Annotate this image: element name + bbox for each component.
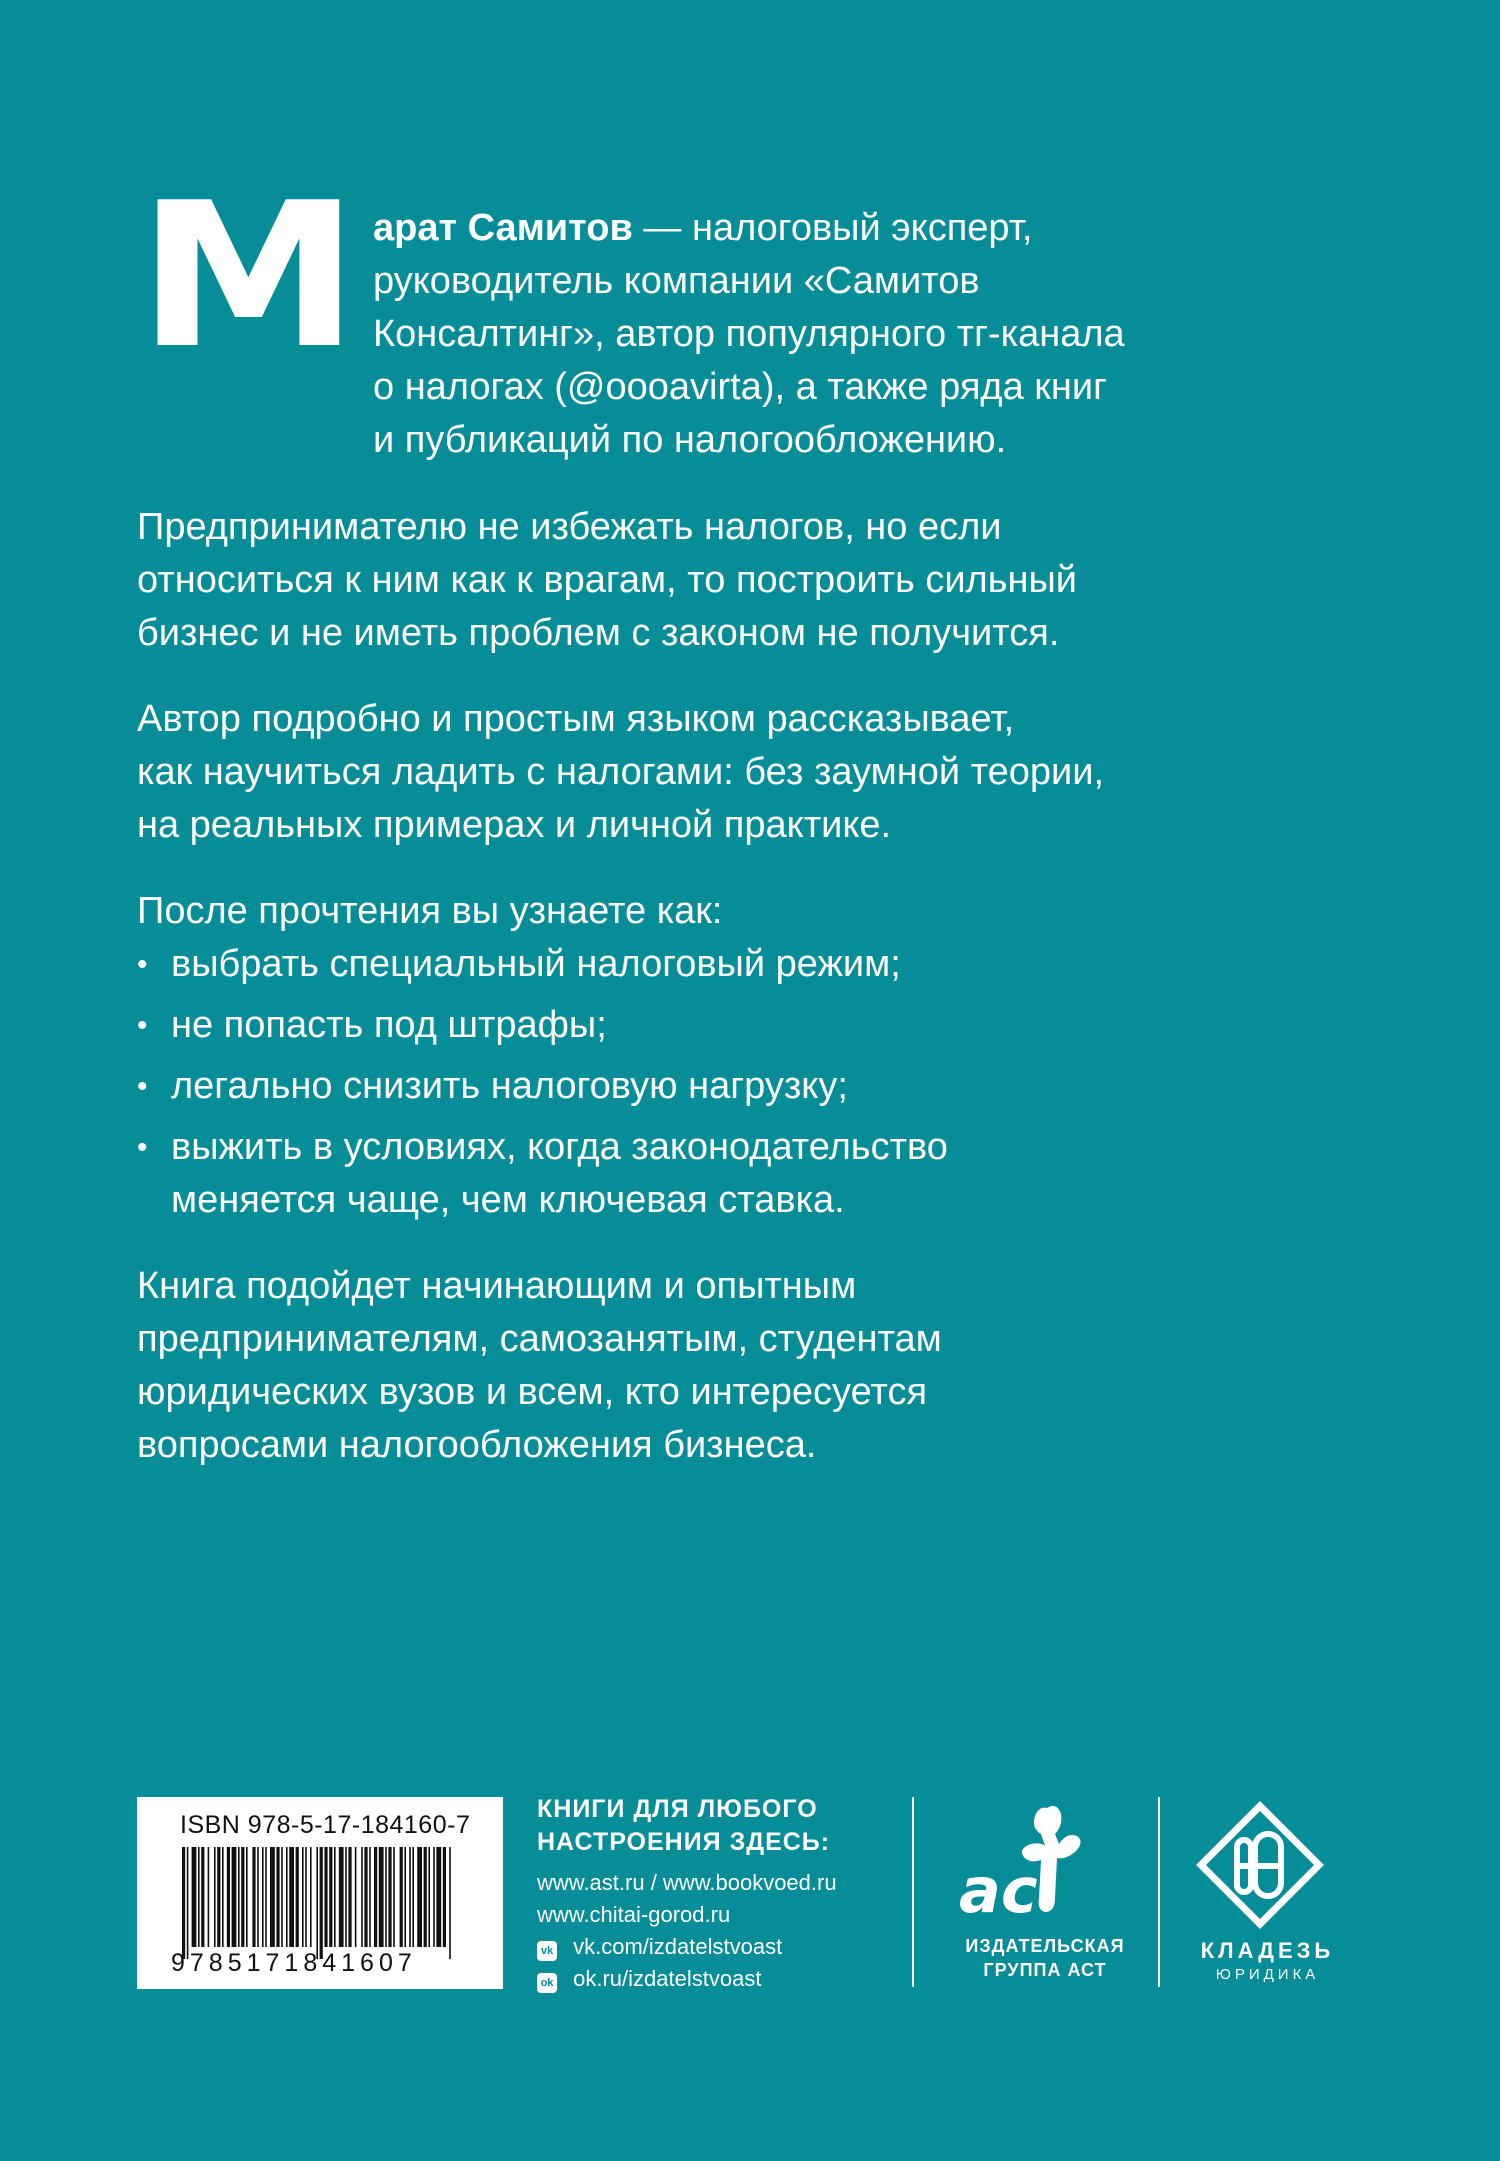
isbn-label: ISBN 978-5-17-184160-7: [180, 1811, 471, 1839]
intro-line-2: руководитель компании «Самитов: [373, 260, 980, 302]
svg-text:ac: ac: [959, 1854, 1038, 1927]
kladez-subtitle: ЮРИДИКА: [1215, 1966, 1320, 1983]
list-item: • легально снизить налоговую нагрузку;: [137, 1060, 948, 1113]
paragraph-audience: [137, 1260, 942, 1472]
barcode-bar: [339, 1847, 344, 1947]
paragraph-line: предпринимателям, самозанятым, студентам: [137, 1318, 942, 1360]
barcode-bar: [345, 1847, 347, 1947]
barcode-bar: [289, 1847, 294, 1947]
barcode-bar: [364, 1847, 367, 1947]
list-item: • не попасть под штрафы;: [137, 999, 948, 1052]
barcode: [182, 1847, 452, 1959]
barcode-bar: [433, 1847, 435, 1947]
barcode-bar: [374, 1847, 377, 1947]
author-name: арат Самитов: [373, 207, 633, 249]
barcode-bar: [241, 1847, 244, 1947]
vk-icon: vk: [537, 1941, 557, 1961]
barcode-bar: [310, 1847, 312, 1947]
paragraph-taxes-enemies: [137, 501, 1077, 660]
bullet-marker: •: [137, 1131, 148, 1164]
bullet-marker: •: [137, 1009, 148, 1042]
paragraph-author-explains: [137, 693, 1104, 852]
drop-cap: М: [137, 160, 354, 393]
barcode-digits: 9785171841607: [171, 1949, 417, 1977]
barcode-bar: [400, 1847, 403, 1947]
barcode-bar: [281, 1847, 283, 1947]
list-item: • выбрать специальный налоговый режим;: [137, 938, 948, 991]
paragraph-line: юридических вузов и всем, кто интересуется: [137, 1371, 928, 1413]
list-item: • выжить в условиях, когда законодательство меняется чаще, чем ключевая ставка.: [137, 1121, 948, 1227]
barcode-bar: [214, 1847, 216, 1947]
barcode-bar: [320, 1847, 323, 1959]
paragraph-line: Предпринимателю не избежать налогов, но если: [137, 506, 1002, 548]
barcode-bar: [424, 1847, 427, 1947]
barcode-bar: [324, 1847, 327, 1947]
barcode-bar: [227, 1847, 230, 1947]
barcode-bar: [246, 1847, 248, 1947]
barcode-bar: [296, 1847, 299, 1947]
barcode-bar: [316, 1847, 318, 1959]
barcode-bar: [182, 1847, 185, 1959]
barcode-bar: [265, 1847, 267, 1947]
barcode-bar: [222, 1847, 224, 1947]
benefits-list: [137, 938, 948, 1235]
paragraph-line: как научиться ладить с налогами: без заумной теории,: [137, 751, 1105, 793]
barcode-bar: [428, 1847, 430, 1947]
barcode-bar: [217, 1847, 220, 1947]
barcode-bar: [198, 1847, 200, 1947]
kladez-logo-icon: [1195, 1800, 1325, 1930]
link-ast-bookvoed[interactable]: www.ast.ru / www.bookvoed.ru: [537, 1870, 837, 1895]
divider: [912, 1797, 914, 1987]
divider: [1158, 1797, 1160, 1987]
barcode-bar: [409, 1847, 411, 1947]
barcode-bar: [334, 1847, 336, 1947]
author-intro-text: [373, 202, 1125, 467]
barcode-bar: [449, 1847, 451, 1959]
barcode-bar: [262, 1847, 264, 1947]
kladez-logo: [1180, 1800, 1380, 1990]
barcode-bar: [208, 1847, 210, 1947]
paragraph-line: вопросами налогообложения бизнеса.: [137, 1424, 817, 1466]
author-intro: [137, 160, 1367, 462]
intro-line-3: Консалтинг», автор популярного тг-канала: [373, 313, 1125, 355]
store-links-heading: КНИГИ ДЛЯ ЛЮБОГО НАСТРОЕНИЯ ЗДЕСЬ:: [537, 1795, 831, 1856]
isbn-barcode-box: [137, 1797, 503, 1989]
link-vk[interactable]: vk vk.com/izdatelstvoast: [537, 1931, 887, 1963]
barcode-bar: [443, 1847, 446, 1947]
bullet-marker: •: [137, 948, 148, 981]
store-links-list: [537, 1867, 887, 1995]
store-links: [537, 1793, 887, 1995]
barcode-bar: [369, 1847, 371, 1947]
barcode-bar: [192, 1847, 197, 1947]
paragraph-line: бизнес и не иметь проблем с законом не получится.: [137, 612, 1060, 654]
bullet-marker: •: [137, 1070, 148, 1103]
barcode-bar: [302, 1847, 304, 1947]
barcode-bar: [187, 1847, 189, 1959]
barcode-bar: [238, 1847, 240, 1947]
link-chitai-gorod[interactable]: www.chitai-gorod.ru: [537, 1902, 731, 1927]
barcode-bar: [270, 1847, 275, 1947]
link-ok[interactable]: ok ok.ru/izdatelstvoast: [537, 1963, 887, 1995]
barcode-bar: [355, 1847, 357, 1947]
barcode-bar: [361, 1847, 363, 1947]
barcode-bar: [252, 1847, 255, 1947]
paragraph-line: на реальных примерах и личной практике.: [137, 804, 892, 846]
barcode-bar: [404, 1847, 406, 1947]
paragraph-line: Книга подойдет начинающим и опытным: [137, 1265, 857, 1307]
list-lead: После прочтения вы узнаете как:: [137, 890, 723, 932]
barcode-bar: [412, 1847, 414, 1947]
intro-line-5: и публикаций по налогообложению.: [373, 419, 1007, 461]
barcode-bar: [385, 1847, 387, 1947]
ast-publisher-logo: [935, 1800, 1155, 1990]
barcode-bar: [201, 1847, 204, 1947]
barcode-bar: [232, 1847, 237, 1947]
barcode-bar: [393, 1847, 395, 1947]
paragraph-line: относиться к ним как к врагам, то построить сильный: [137, 559, 1078, 601]
barcode-bar: [329, 1847, 332, 1947]
intro-line-4: о налогах (@oooavirta), а также ряда книг: [373, 366, 1107, 408]
barcode-bar: [305, 1847, 307, 1947]
ast-caption: ИЗДАТЕЛЬСКАЯ ГРУППА АСТ: [965, 1936, 1125, 1980]
barcode-bar: [257, 1847, 259, 1947]
barcode-bar: [348, 1847, 351, 1947]
intro-line-1: арат Самитов — налоговый эксперт,: [373, 207, 1033, 249]
paragraph-line: Автор подробно и простым языком рассказывает,: [137, 698, 1015, 740]
kladez-name: КЛАДЕЗЬ: [1200, 1938, 1335, 1963]
barcode-bar: [436, 1847, 441, 1947]
barcode-bar: [388, 1847, 391, 1947]
barcode-bar: [379, 1847, 384, 1947]
barcode-bar: [276, 1847, 279, 1947]
barcode-bar: [286, 1847, 288, 1947]
barcode-bar: [417, 1847, 422, 1947]
ast-logo-icon: [955, 1800, 1095, 1930]
ok-icon: ok: [537, 1973, 557, 1993]
